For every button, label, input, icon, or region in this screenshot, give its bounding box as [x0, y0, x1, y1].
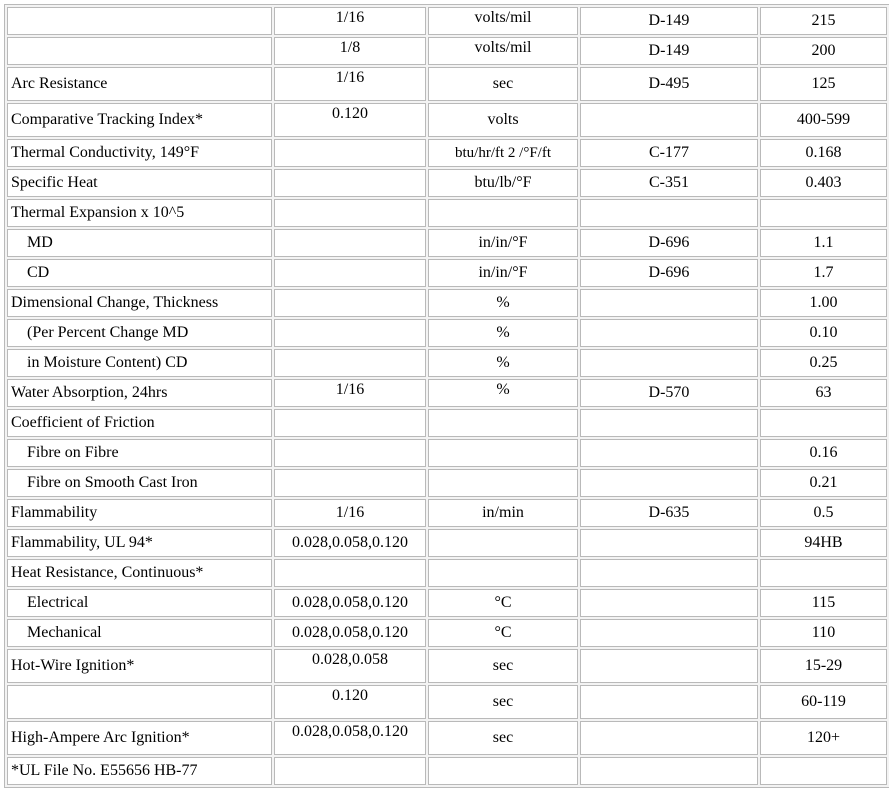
value-cell	[760, 409, 887, 437]
table-row	[7, 103, 887, 137]
thickness-cell	[274, 289, 426, 317]
value-cell: 110	[760, 619, 887, 647]
table-row	[7, 721, 887, 755]
unit-cell: in/in/°F	[428, 229, 578, 257]
thickness-cell: 0.120	[274, 103, 426, 137]
table-row	[7, 67, 887, 101]
unit-cell: volts/mil	[428, 37, 578, 65]
table-row	[7, 559, 887, 587]
table-row	[7, 7, 887, 35]
table-row	[7, 289, 887, 317]
value-cell	[760, 199, 887, 227]
value-cell: 1.1	[760, 229, 887, 257]
thickness-cell: 0.028,0.058,0.120	[274, 721, 426, 755]
test-method-cell	[580, 529, 758, 557]
test-method-cell: C-351	[580, 169, 758, 197]
thickness-cell	[274, 199, 426, 227]
property-cell: Thermal Expansion x 10^5	[7, 199, 272, 227]
value-cell: 0.168	[760, 139, 887, 167]
thickness-cell: 1/16	[274, 67, 426, 101]
test-method-cell	[580, 289, 758, 317]
table-row	[7, 469, 887, 497]
table-row	[7, 259, 887, 287]
thickness-cell: 0.120	[274, 685, 426, 719]
test-method-cell	[580, 469, 758, 497]
thickness-cell	[274, 439, 426, 467]
test-method-cell	[580, 685, 758, 719]
unit-cell: btu/hr/ft 2 /°F/ft	[428, 139, 578, 167]
test-method-cell	[580, 721, 758, 755]
property-cell: Heat Resistance, Continuous*	[7, 559, 272, 587]
unit-cell: volts	[428, 103, 578, 137]
table-row	[7, 649, 887, 683]
property-cell	[7, 37, 272, 65]
property-cell: Mechanical	[7, 619, 272, 647]
property-cell: *UL File No. E55656 HB-77	[7, 757, 272, 785]
unit-cell: sec	[428, 685, 578, 719]
test-method-cell	[580, 103, 758, 137]
thickness-cell	[274, 559, 426, 587]
test-method-cell	[580, 619, 758, 647]
table-row	[7, 685, 887, 719]
property-cell: Arc Resistance	[7, 67, 272, 101]
test-method-cell	[580, 649, 758, 683]
value-cell: 0.25	[760, 349, 887, 377]
property-cell: Flammability	[7, 499, 272, 527]
thickness-cell: 0.028,0.058,0.120	[274, 529, 426, 557]
property-cell: Flammability, UL 94*	[7, 529, 272, 557]
value-cell: 125	[760, 67, 887, 101]
properties-table	[4, 4, 889, 788]
property-cell: Comparative Tracking Index*	[7, 103, 272, 137]
thickness-cell	[274, 349, 426, 377]
value-cell: 400-599	[760, 103, 887, 137]
thickness-cell	[274, 319, 426, 347]
table-row	[7, 229, 887, 257]
thickness-cell: 0.028,0.058	[274, 649, 426, 683]
table-row	[7, 529, 887, 557]
value-cell: 1.00	[760, 289, 887, 317]
property-cell: in Moisture Content) CD	[7, 349, 272, 377]
unit-cell	[428, 559, 578, 587]
property-cell	[7, 7, 272, 35]
table-row	[7, 139, 887, 167]
property-cell: Fibre on Smooth Cast Iron	[7, 469, 272, 497]
property-cell: Thermal Conductivity, 149°F	[7, 139, 272, 167]
table-row	[7, 589, 887, 617]
unit-cell	[428, 199, 578, 227]
unit-cell	[428, 757, 578, 785]
property-cell: Fibre on Fibre	[7, 439, 272, 467]
unit-cell: volts/mil	[428, 7, 578, 35]
unit-cell: sec	[428, 649, 578, 683]
unit-cell: %	[428, 349, 578, 377]
property-cell: Water Absorption, 24hrs	[7, 379, 272, 407]
unit-cell: in/min	[428, 499, 578, 527]
value-cell: 215	[760, 7, 887, 35]
test-method-cell	[580, 349, 758, 377]
test-method-cell	[580, 439, 758, 467]
test-method-cell	[580, 319, 758, 347]
thickness-cell	[274, 757, 426, 785]
table-row	[7, 499, 887, 527]
thickness-cell	[274, 169, 426, 197]
thickness-cell	[274, 139, 426, 167]
value-cell: 15-29	[760, 649, 887, 683]
unit-cell: %	[428, 289, 578, 317]
property-cell: CD	[7, 259, 272, 287]
unit-cell: btu/lb/°F	[428, 169, 578, 197]
thickness-cell: 0.028,0.058,0.120	[274, 619, 426, 647]
property-cell: MD	[7, 229, 272, 257]
table-row	[7, 409, 887, 437]
test-method-cell	[580, 199, 758, 227]
table-row	[7, 169, 887, 197]
test-method-cell: C-177	[580, 139, 758, 167]
thickness-cell: 0.028,0.058,0.120	[274, 589, 426, 617]
table-row	[7, 757, 887, 785]
test-method-cell: D-696	[580, 229, 758, 257]
value-cell: 1.7	[760, 259, 887, 287]
test-method-cell: D-635	[580, 499, 758, 527]
table-row	[7, 319, 887, 347]
value-cell: 120+	[760, 721, 887, 755]
test-method-cell: D-149	[580, 7, 758, 35]
test-method-cell: D-149	[580, 37, 758, 65]
value-cell: 60-119	[760, 685, 887, 719]
property-cell: (Per Percent Change MD	[7, 319, 272, 347]
value-cell	[760, 559, 887, 587]
unit-cell: %	[428, 319, 578, 347]
value-cell: 63	[760, 379, 887, 407]
test-method-cell	[580, 589, 758, 617]
table-row	[7, 439, 887, 467]
thickness-cell	[274, 229, 426, 257]
property-cell	[7, 685, 272, 719]
thickness-cell: 1/16	[274, 499, 426, 527]
unit-cell: °C	[428, 619, 578, 647]
property-cell: Dimensional Change, Thickness	[7, 289, 272, 317]
thickness-cell: 1/16	[274, 379, 426, 407]
thickness-cell	[274, 469, 426, 497]
value-cell	[760, 757, 887, 785]
unit-cell	[428, 409, 578, 437]
value-cell: 115	[760, 589, 887, 617]
property-cell: Hot-Wire Ignition*	[7, 649, 272, 683]
value-cell: 0.16	[760, 439, 887, 467]
property-cell: Electrical	[7, 589, 272, 617]
property-cell: High-Ampere Arc Ignition*	[7, 721, 272, 755]
unit-cell	[428, 529, 578, 557]
thickness-cell: 1/16	[274, 7, 426, 35]
properties-table-body	[7, 7, 887, 785]
property-cell: Specific Heat	[7, 169, 272, 197]
test-method-cell	[580, 409, 758, 437]
thickness-cell	[274, 409, 426, 437]
value-cell: 0.5	[760, 499, 887, 527]
table-row	[7, 199, 887, 227]
table-row	[7, 349, 887, 377]
property-cell: Coefficient of Friction	[7, 409, 272, 437]
unit-cell: sec	[428, 67, 578, 101]
thickness-cell	[274, 259, 426, 287]
table-row	[7, 619, 887, 647]
table-row	[7, 37, 887, 65]
unit-cell: °C	[428, 589, 578, 617]
test-method-cell: D-495	[580, 67, 758, 101]
unit-cell	[428, 469, 578, 497]
value-cell: 200	[760, 37, 887, 65]
unit-cell	[428, 439, 578, 467]
value-cell: 0.403	[760, 169, 887, 197]
test-method-cell	[580, 559, 758, 587]
table-row	[7, 379, 887, 407]
value-cell: 94HB	[760, 529, 887, 557]
unit-cell: %	[428, 379, 578, 407]
thickness-cell: 1/8	[274, 37, 426, 65]
value-cell: 0.10	[760, 319, 887, 347]
test-method-cell: D-696	[580, 259, 758, 287]
value-cell: 0.21	[760, 469, 887, 497]
test-method-cell	[580, 757, 758, 785]
test-method-cell: D-570	[580, 379, 758, 407]
unit-cell: sec	[428, 721, 578, 755]
unit-cell: in/in/°F	[428, 259, 578, 287]
